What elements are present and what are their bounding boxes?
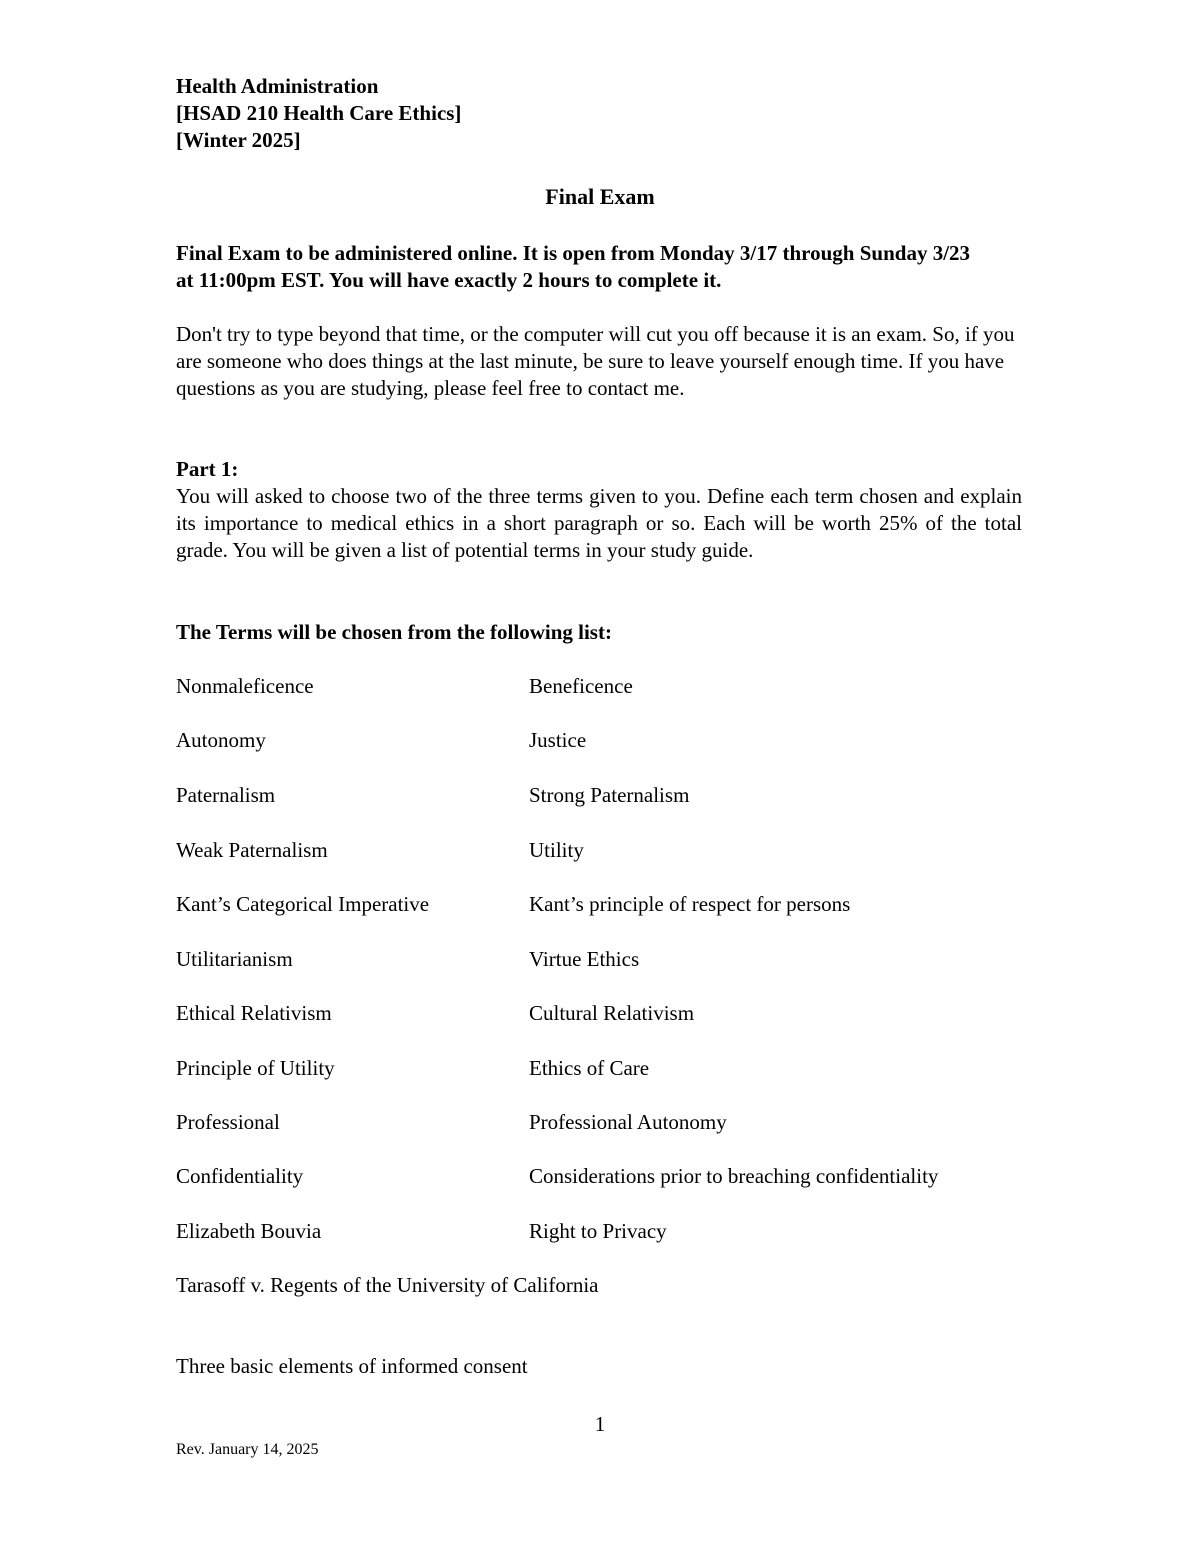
- term-item: Professional Autonomy: [529, 1110, 727, 1134]
- part1-heading: Part 1:: [176, 457, 239, 481]
- term-item: Tarasoff v. Regents of the University of California: [176, 1273, 599, 1297]
- term-item: Ethical Relativism: [176, 1001, 332, 1025]
- term-item: Virtue Ethics: [529, 947, 640, 971]
- department-name: Health Administration: [176, 74, 379, 98]
- page-number: 1: [594, 1412, 606, 1436]
- term-item: Kant’s principle of respect for persons: [529, 892, 851, 916]
- term-item: Principle of Utility: [176, 1056, 335, 1080]
- revision-date: Rev. January 14, 2025: [176, 1441, 319, 1458]
- term-item: Beneficence: [529, 674, 633, 698]
- exam-instructions: Final Exam to be administered online. It is open from Monday 3/17 through Sunday 3/23 at 11:00pm EST. You will have exactly 2 hours to complete it.: [176, 241, 971, 292]
- term-item: Elizabeth Bouvia: [176, 1219, 322, 1243]
- term-name: [Winter 2025]: [176, 128, 301, 152]
- term-item: Confidentiality: [176, 1164, 304, 1188]
- term-item: Three basic elements of informed consent: [176, 1354, 528, 1378]
- term-item: Utilitarianism: [176, 947, 293, 971]
- course-name: [HSAD 210 Health Care Ethics]: [176, 101, 462, 125]
- term-item: Kant’s Categorical Imperative: [176, 892, 430, 916]
- terms-list-heading: The Terms will be chosen from the following list:: [176, 620, 612, 644]
- term-item: Right to Privacy: [529, 1219, 667, 1243]
- term-item: Considerations prior to breaching confidentiality: [529, 1164, 939, 1188]
- exam-note: Don't try to type beyond that time, or the computer will cut you off because it is an exam. So, if you are someone who does things at the last minute, be sure to leave yourself enough time. If you have questions as you are studying, please feel free to contact me.: [176, 322, 1015, 400]
- term-item: Strong Paternalism: [529, 783, 690, 807]
- term-item: Weak Paternalism: [176, 838, 328, 862]
- term-item: Ethics of Care: [529, 1056, 650, 1080]
- term-item: Paternalism: [176, 783, 276, 807]
- term-item: Professional: [176, 1110, 280, 1134]
- term-item: Utility: [529, 838, 584, 862]
- term-item: Cultural Relativism: [529, 1001, 695, 1025]
- term-item: Autonomy: [176, 728, 266, 752]
- term-item: Justice: [529, 728, 587, 752]
- page-title: Final Exam: [545, 184, 655, 209]
- part1-description: You will asked to choose two of the three terms given to you. Define each term chosen and explain its importance to medical ethics in a short paragraph or so. Each will be worth 25% of the total grade. You will be given a list of potential terms in your study guide.: [176, 484, 1022, 562]
- term-item: Nonmaleficence: [176, 674, 314, 698]
